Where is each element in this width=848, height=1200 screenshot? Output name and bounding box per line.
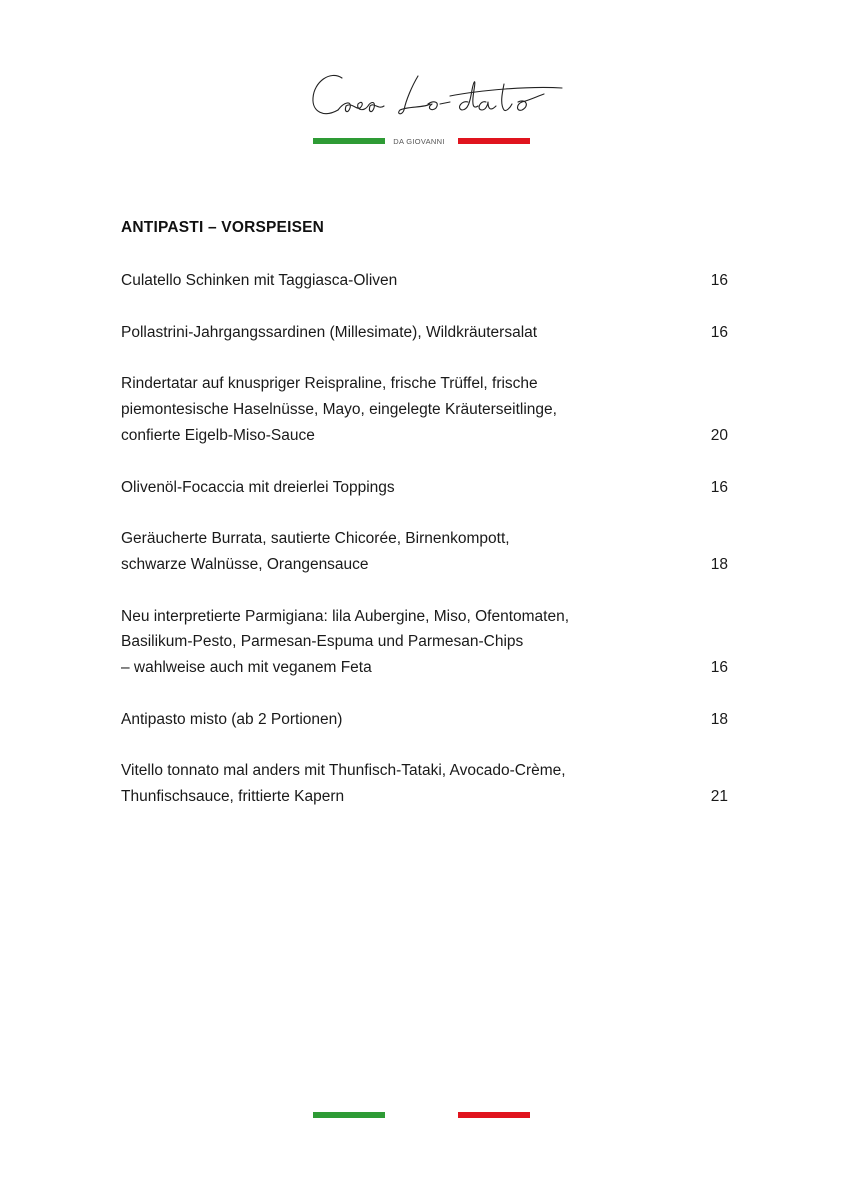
menu-item bbox=[121, 371, 728, 448]
menu-item-description: Pollastrini-Jahrgangssardinen (Millesimate), Wildkräutersalat bbox=[121, 323, 538, 341]
menu-item-price: 21 bbox=[710, 788, 728, 806]
menu-item-price: 18 bbox=[710, 555, 728, 573]
menu-item bbox=[121, 707, 728, 733]
menu-list bbox=[121, 268, 728, 836]
menu-item bbox=[121, 475, 728, 501]
flag-bar-red-top bbox=[458, 138, 530, 144]
menu-item-description: Rindertatar auf knuspriger Reispraline, frische Trüffel, frische piemontesische Haselnüsse, Mayo, eingelegte Kräuterseitlinge, confierte Eigelb-Miso-Sauce bbox=[121, 375, 557, 444]
menu-item-description: Culatello Schinken mit Taggiasca-Oliven bbox=[121, 272, 398, 289]
menu-item-description: Antipasto misto (ab 2 Portionen) bbox=[121, 710, 343, 728]
menu-item-description: Olivenöl-Focaccia mit dreierlei Toppings bbox=[121, 478, 395, 496]
menu-item bbox=[121, 526, 728, 577]
flag-bar-red-bottom bbox=[458, 1112, 530, 1118]
menu-item-price: 18 bbox=[710, 710, 728, 728]
menu-item bbox=[121, 758, 728, 809]
menu-item bbox=[121, 320, 728, 346]
menu-item-description: Vitello tonnato mal anders mit Thunfisch-Tataki, Avocado-Crème, Thunfischsauce, frittierte Kapern bbox=[121, 762, 566, 806]
flag-bar-green-bottom bbox=[313, 1112, 385, 1118]
menu-item-description: Geräucherte Burrata, sautierte Chicorée, Birnenkompott, schwarze Walnüsse, Orangensauce bbox=[121, 530, 510, 573]
brand-subtitle: DA GIOVANNI bbox=[393, 137, 445, 146]
menu-item bbox=[121, 604, 728, 681]
menu-item-description: Neu interpretierte Parmigiana: lila Aubergine, Miso, Ofentomaten, Basilikum-Pesto, Parmesan-Espuma und Parmesan-Chips – wahlweise auch mit veganem Feta bbox=[121, 607, 570, 677]
section-title: ANTIPASTI – VORSPEISEN bbox=[121, 219, 325, 236]
menu-item-price: 16 bbox=[710, 272, 728, 289]
menu-item-price: 16 bbox=[710, 323, 728, 341]
menu-item-price: 16 bbox=[710, 478, 728, 496]
casa-lodato-signature-icon bbox=[300, 60, 570, 140]
menu-item bbox=[121, 268, 728, 294]
flag-bar-green-top bbox=[313, 138, 385, 144]
menu-item-price: 20 bbox=[710, 426, 728, 444]
menu-item-price: 16 bbox=[710, 659, 728, 677]
